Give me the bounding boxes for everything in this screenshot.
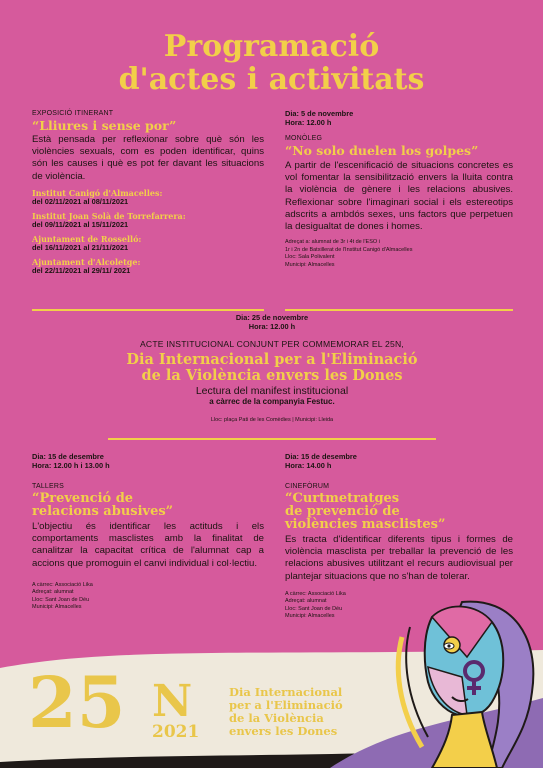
info-line: Lloc: Sala Polivalent xyxy=(285,254,335,261)
logo-25: 25 xyxy=(28,661,126,744)
monologue-heading: “No solo duelen los golpes” xyxy=(285,143,479,158)
institutional-section xyxy=(32,314,512,425)
workshop-heading-2: relacions abusives” xyxy=(32,504,174,519)
divider-center xyxy=(108,438,436,440)
woman-face-illustration xyxy=(392,597,543,768)
event-day: Dia: 25 de novembre xyxy=(235,313,309,322)
venue-dates: del 16/11/2021 al 21/11/2021 xyxy=(32,242,129,252)
exhibition-heading: “Lliures i sense por” xyxy=(32,118,177,133)
venue-dates: del 02/11/2021 al 08/11/2021 xyxy=(32,196,129,206)
venue-dates: del 09/11/2021 al 15/11/2021 xyxy=(32,219,129,229)
info-line: A càrrec: Associació Lika xyxy=(285,590,346,597)
footer-line-1: Dia Internacional xyxy=(229,685,343,699)
venue-name: Ajuntament d'Alcoletge: xyxy=(32,256,141,267)
info-line: Municipi: Almacelles xyxy=(285,613,335,620)
event-hour: Hora: 14.00 h xyxy=(285,461,332,470)
cineforum-body: Es tracta d'identificar diferents tipus i formes de violència masclista per treballar la prevenció de les relacions abusives utilitzant el recurs audiovisual per plantejar situacions que no s'han de tolerar. xyxy=(285,534,513,582)
venue-name: Institut Joan Solà de Torrefarrera: xyxy=(32,210,186,221)
workshop-tag: TALLERS xyxy=(32,483,65,490)
workshop-heading-1: “Prevenció de xyxy=(32,491,134,506)
logo-year: 2021 xyxy=(152,722,200,742)
workshop-section xyxy=(32,453,264,612)
divider-right xyxy=(285,309,513,311)
event-day: Dia: 15 de desembre xyxy=(32,452,104,461)
monologue-body: A partir de l'escenificació de situacions concretes es vol fomentar la sensibilització envers la lluita contra la violència de gènere i les relacions abusives. Reflexionar sobre l'imaginari social i els estereotips adscrits a ambdós sexes, uns factors que perpetuen la desigualtat de dones i homes. xyxy=(285,160,513,233)
monologue-section xyxy=(285,110,513,269)
info-line: Lloc: Sant Joan de Déu xyxy=(285,605,343,612)
institutional-tag: ACTE INSTITUCIONAL CONJUNT PER COMMEMORAR EL 25N, xyxy=(140,339,404,349)
monologue-tag: MONÒLEG xyxy=(285,135,323,142)
venue-name: Institut Canigó d'Almacelles: xyxy=(32,187,163,198)
event-day: Dia: 5 de novembre xyxy=(285,109,354,118)
institutional-heading-2: de la Violència envers les Dones xyxy=(141,367,403,384)
cineforum-heading-2: de prevenció de xyxy=(285,504,400,519)
institutional-heading-1: Dia Internacional per a l'Eliminació xyxy=(126,351,418,368)
info-line: Adreçat: alumnat xyxy=(285,598,327,605)
footer-tagline xyxy=(229,686,343,738)
logo-n: N xyxy=(152,676,193,727)
cineforum-heading-1: “Curtmetratges xyxy=(285,491,400,506)
info-line: A càrrec: Associació Lika xyxy=(32,581,93,588)
footer-line-3: de la Violència xyxy=(229,711,324,725)
cineforum-heading-3: violències masclistes” xyxy=(285,517,446,532)
workshop-body: L'objectiu és identificar les actituds i els comportaments masclistes amb la finalitat de canalitzar la capacitat crítica de l'alumnat cap a accions que promoguin el canvi individual i col·lectiu. xyxy=(32,521,264,569)
event-hour: Hora: 12.00 h xyxy=(248,322,296,331)
institutional-sub-2: a càrrec de la companyia Festuc. xyxy=(209,397,335,406)
poster-title-line1: Programació xyxy=(163,29,380,64)
institutional-place: Lloc: plaça Pati de les Comèdies | Municipi: Lleida xyxy=(210,417,334,423)
event-hour: Hora: 12.00 h i 13.00 h xyxy=(32,461,110,470)
info-line: Lloc: Sant Joan de Déu xyxy=(32,596,90,603)
venue-dates: del 22/11/2021 al 29/11/ 2021 xyxy=(32,265,131,275)
event-day: Dia: 15 de desembre xyxy=(285,452,357,461)
divider-left xyxy=(32,309,264,311)
cineforum-section xyxy=(285,453,513,621)
footer-line-4: envers les Dones xyxy=(229,724,338,738)
exhibition-tag: EXPOSICIÓ ITINERANT xyxy=(32,110,114,117)
info-line: Municipi: Almacelles xyxy=(285,261,335,268)
info-line: 1r i 2n de Batxillerat de l'Institut Canigó d'Almacelles xyxy=(285,246,413,253)
event-hour: Hora: 12.00 h xyxy=(285,118,332,127)
info-line: Adreçat: alumnat xyxy=(32,589,74,596)
info-line: Adreçat a: alumnat de 3r i 4t de l'ESO i xyxy=(285,239,380,246)
exhibition-section xyxy=(32,110,264,275)
poster-title-line2: d'actes i activitats xyxy=(118,62,425,97)
venue-name: Ajuntament de Rosselló: xyxy=(32,233,142,244)
exhibition-body: Està pensada per reflexionar sobre què són les violències sexuals, com es poden identificar, quins són les causes i què es pot fer davant les situacions de violència. xyxy=(32,134,264,182)
institutional-sub-1: Lectura del manifest institucional xyxy=(195,385,349,397)
info-line: Municipi: Almacelles xyxy=(32,604,82,611)
cineforum-tag: CINEFÒRUM xyxy=(285,483,330,490)
footer-line-2: per a l'Eliminació xyxy=(229,698,343,712)
